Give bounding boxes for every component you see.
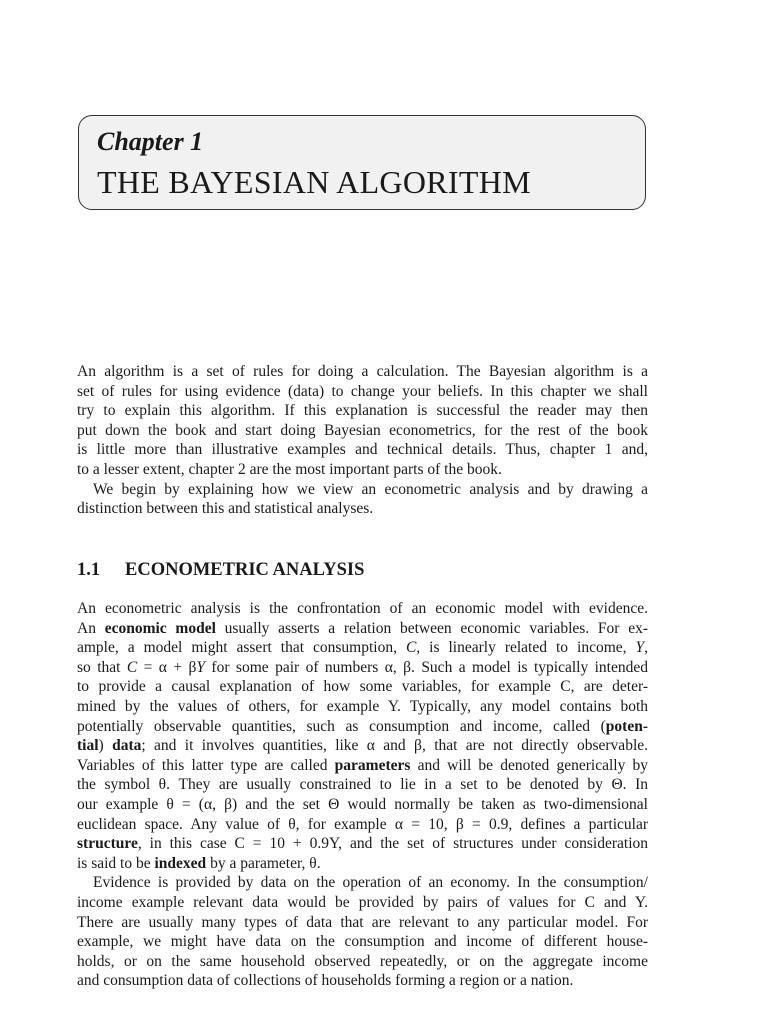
body-line: An econometric analysis is the confrontation of an economic model with evidence. — [77, 600, 648, 617]
text-run: by a parameter, θ. — [206, 854, 321, 872]
body-line: example, we might have data on the consumption and income of different house- — [77, 933, 648, 951]
text-run: , is linearly related to income, — [416, 639, 636, 657]
body-line: mined by the values of others, for example Y. Typically, any model contains both — [77, 697, 648, 715]
text-run: usually asserts a relation between economic variables. For ex- — [215, 619, 648, 637]
body-line: and consumption data of collections of households forming a region or a nation. — [77, 972, 574, 990]
intro-line: An algorithm is a set of rules for doing a calculation. The Bayesian algorithm is a — [77, 363, 648, 380]
term-economic-model: economic model — [104, 619, 216, 637]
body-line: euclidean space. Any value of θ, for example α = 10, β = 0.9, defines a particular — [77, 815, 648, 833]
body-line — [77, 638, 648, 658]
body-line: holds, or on the same household observed repeatedly, or on the aggregate income — [77, 952, 648, 970]
intro-line: distinction between this and statistical analyses. — [77, 500, 374, 518]
term-structure: structure — [77, 835, 138, 853]
section-number: 1.1 — [77, 560, 101, 580]
symbol-y: Y — [196, 658, 206, 676]
body-line: There are usually many types of data that are relevant to any particular model. For — [77, 913, 648, 931]
intro-line: We begin by explaining how we view an econometric analysis and by drawing a — [93, 480, 648, 498]
term-potential: poten- — [605, 717, 648, 735]
text-run: potentially observable quantities, such as consumption and income, called ( — [77, 717, 606, 735]
text-run: is said to be — [77, 854, 155, 872]
term-data: data — [112, 737, 142, 755]
section-body — [77, 599, 648, 991]
chapter-label: Chapter 1 — [97, 127, 204, 156]
text-run: , — [644, 639, 648, 657]
term-indexed: indexed — [154, 854, 207, 872]
intro-line: to a lesser extent, chapter 2 are the most important parts of the book. — [77, 460, 502, 478]
text-run: Variables of this latter type are called — [77, 756, 335, 774]
chapter-heading-box — [78, 115, 646, 210]
symbol-c: C — [405, 639, 417, 657]
body-line: our example θ = (α, β) and the set Θ would normally be taken as two-dimensional — [77, 795, 648, 813]
intro-line: set of rules for using evidence (data) to change your beliefs. In this chapter we shall — [77, 382, 648, 400]
text-run: and will be denoted generically by — [410, 756, 648, 774]
intro-line: try to explain this algorithm. If this explanation is successful the reader may then — [77, 402, 648, 420]
body-line: Evidence is provided by data on the operation of an economy. In the consumption/ — [93, 874, 648, 892]
intro-line: is little more than illustrative examples and technical details. Thus, chapter 1 and, — [77, 441, 648, 459]
section-title: ECONOMETRIC ANALYSIS — [125, 560, 365, 580]
term-potential-cont: tial — [77, 737, 99, 755]
body-line — [77, 756, 648, 776]
body-line — [77, 834, 648, 854]
symbol-c: C — [126, 658, 138, 676]
intro-paragraphs — [77, 362, 648, 519]
text-run: so that — [77, 658, 127, 676]
term-parameters: parameters — [334, 756, 411, 774]
body-line — [77, 736, 648, 756]
body-line — [77, 658, 648, 678]
text-run: ample, a model might assert that consumption, — [77, 639, 406, 657]
chapter-title: THE BAYESIAN ALGORITHM — [97, 164, 531, 200]
text-run: ) — [98, 737, 113, 755]
section-heading — [77, 558, 364, 582]
body-line — [77, 717, 648, 737]
intro-line: put down the book and start doing Bayesian econometrics, for the rest of the book — [77, 421, 648, 439]
symbol-y: Y — [635, 639, 645, 657]
body-line — [77, 619, 648, 639]
text-run: = α + β — [137, 658, 197, 676]
body-line — [77, 854, 648, 874]
body-line: income example relevant data would be provided by pairs of values for C and Y. — [77, 893, 648, 911]
text-run: for some pair of numbers α, β. Such a model is typically intended — [205, 658, 648, 676]
text-run: , in this case C = 10 + 0.9Y, and the set of structures under consideration — [137, 835, 648, 853]
text-run: An — [77, 619, 105, 637]
body-line: to provide a causal explanation of how some variables, for example C, are deter- — [77, 678, 648, 696]
text-run: ; and it involves quantities, like α and β, that are not directly observable. — [141, 737, 648, 755]
body-line: the symbol θ. They are usually constrained to lie in a set to be denoted by Θ. In — [77, 776, 648, 794]
